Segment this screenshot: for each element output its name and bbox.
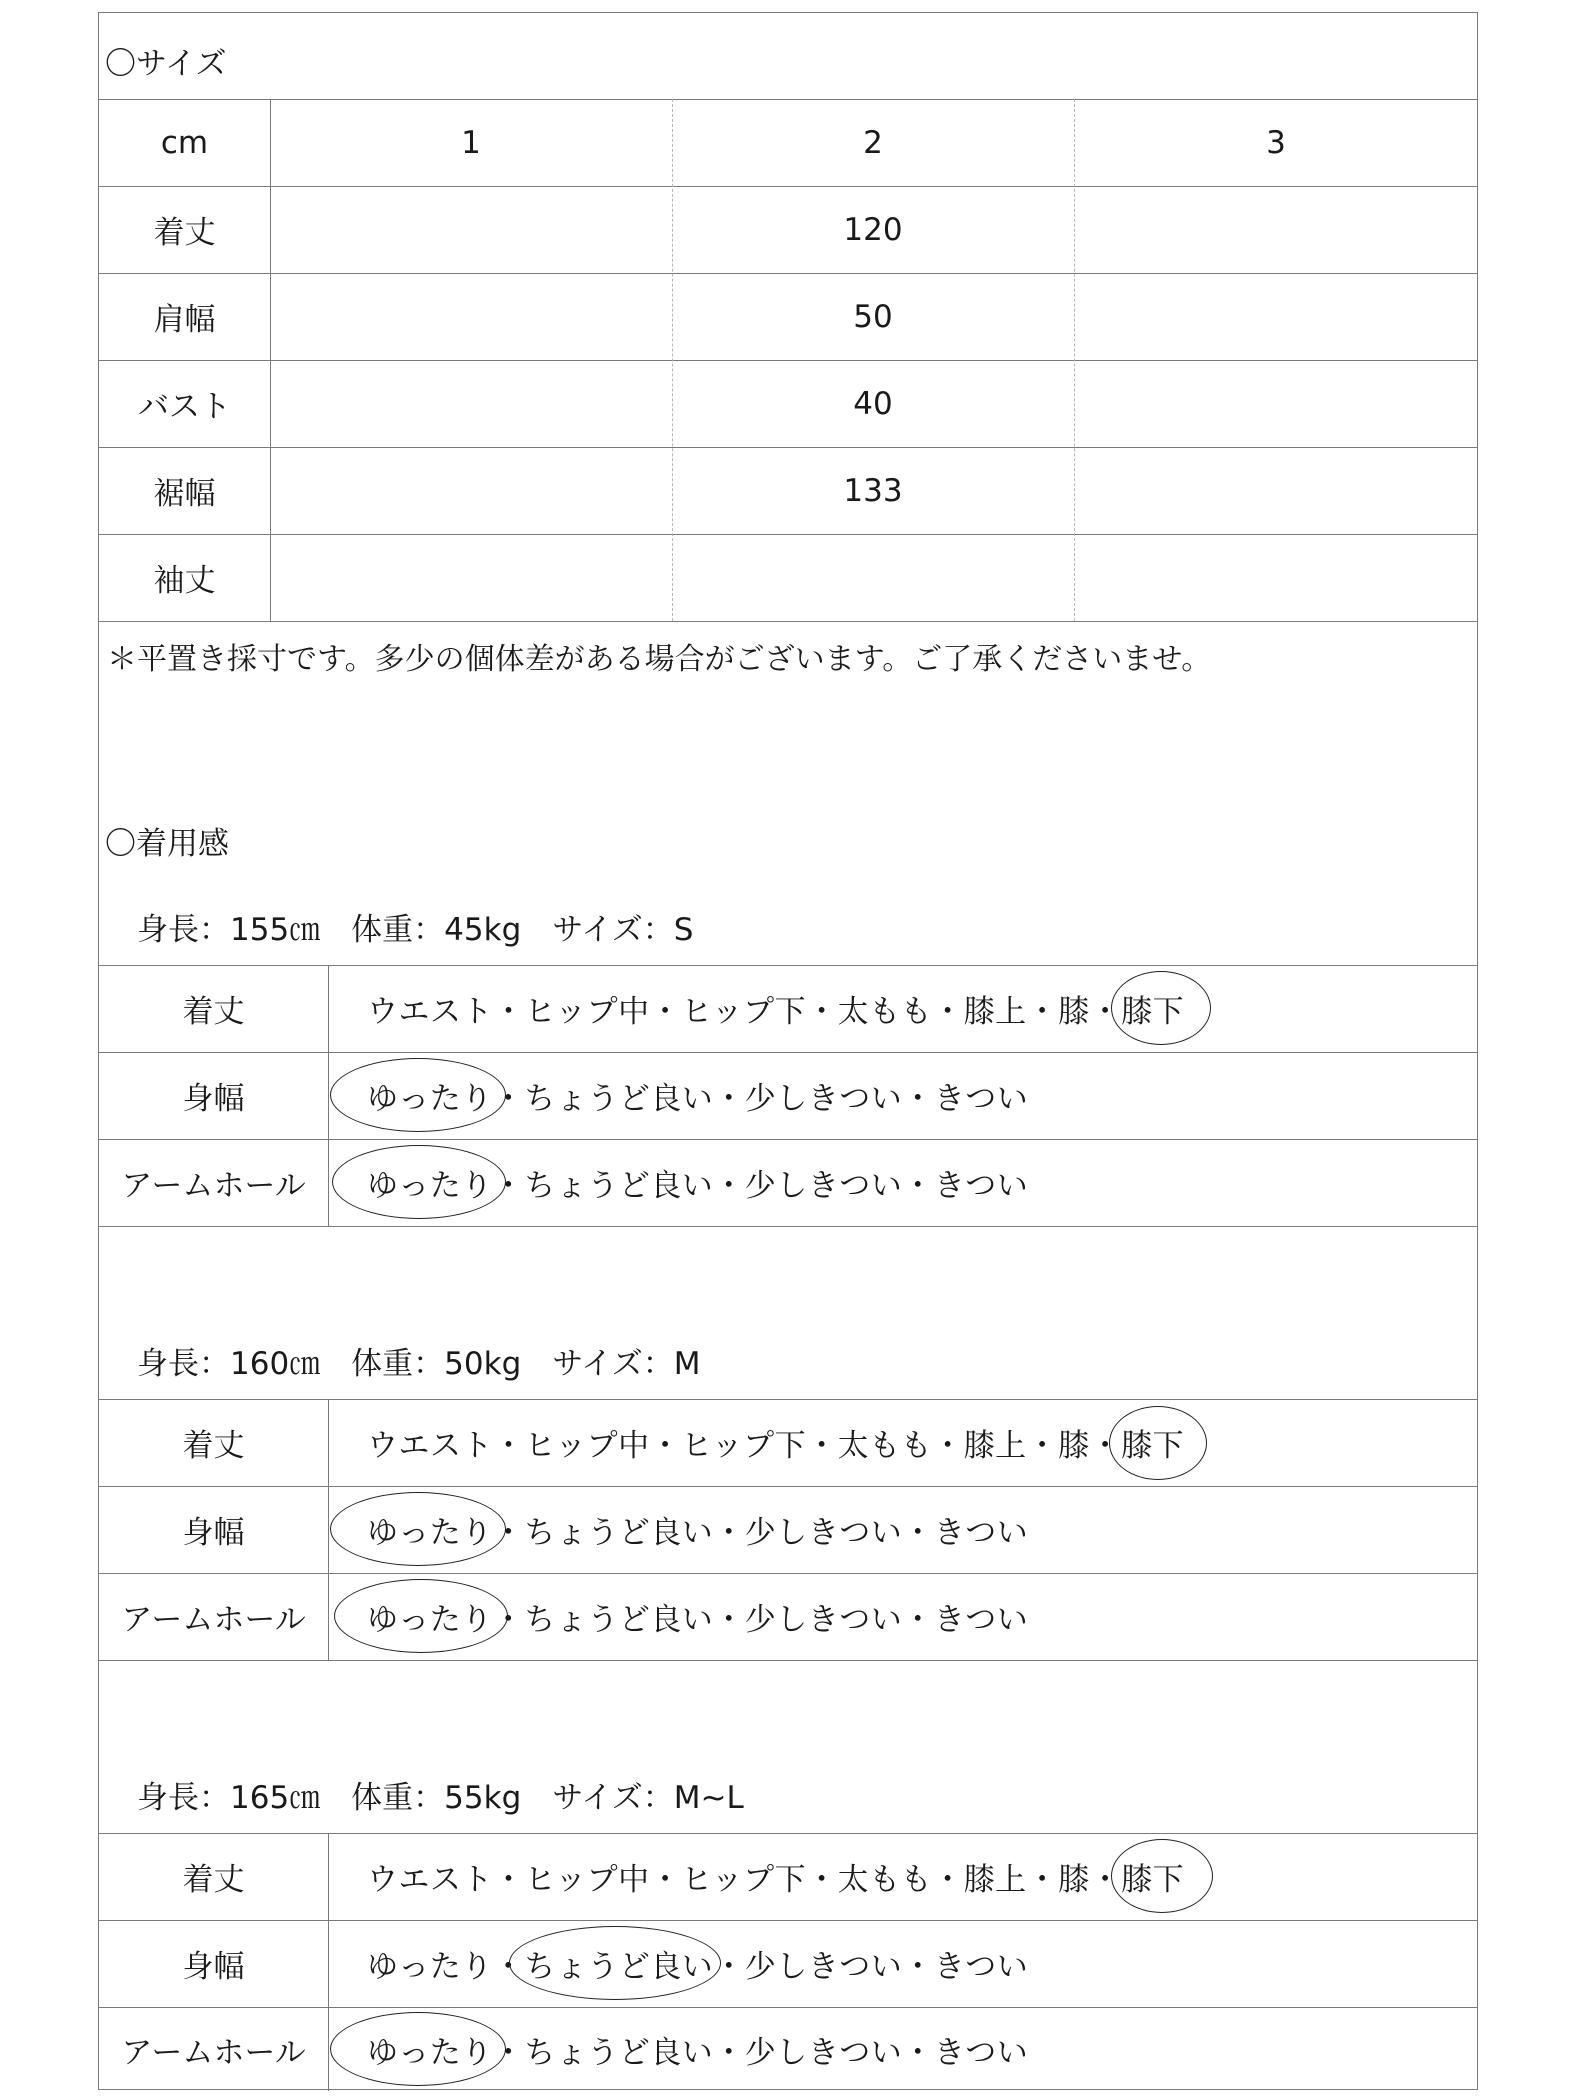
size-row-value bbox=[270, 447, 672, 534]
fit-row-label: アームホール bbox=[121, 1602, 306, 1638]
fit-options: ゆったり・ちょうど良い・少しきつい・きつい bbox=[367, 1949, 1029, 1985]
selected-option-marker bbox=[332, 1145, 506, 1219]
size-row-value bbox=[270, 273, 672, 360]
size-row-value: 50 bbox=[853, 298, 893, 335]
size-fit-sheet bbox=[98, 12, 1478, 2090]
selected-option-marker bbox=[330, 1492, 506, 1566]
size-row-value bbox=[1074, 186, 1478, 273]
fit-row-label: アームホール bbox=[121, 1168, 306, 1204]
size-row-label: 着丈 bbox=[153, 215, 216, 251]
size-row-value bbox=[1074, 534, 1478, 621]
fit-heading: 〇着用感 bbox=[105, 826, 229, 862]
fit-options: ウエスト・ヒップ中・ヒップ下・太もも・膝上・膝・膝下 bbox=[367, 1862, 1185, 1898]
size-row-value bbox=[270, 534, 672, 621]
fit-row-label: 身幅 bbox=[182, 1081, 245, 1117]
measurement-note: ＊平置き採寸です。多少の個体差がある場合がございます。ご了承くださいませ。 bbox=[107, 642, 1212, 677]
fit-row-label: アームホール bbox=[121, 2034, 306, 2071]
fit-row-label: 着丈 bbox=[182, 1428, 245, 1464]
selected-option-marker bbox=[1111, 1839, 1213, 1913]
size-row-value: 120 bbox=[843, 211, 903, 248]
size-row-value bbox=[270, 360, 672, 447]
fit-options: ゆったり・ちょうど良い・少しきつい・きつい bbox=[367, 1081, 1029, 1117]
size-row-label: 袖丈 bbox=[153, 563, 216, 599]
selected-option-marker bbox=[334, 1579, 508, 1653]
fit-row-label: 身幅 bbox=[182, 1515, 245, 1551]
model-profile: 身長：165㎝ 体重：55kg サイズ：M~L bbox=[137, 1780, 744, 1816]
selected-option-marker bbox=[330, 2012, 506, 2086]
size-col-header-2: 2 bbox=[863, 124, 883, 161]
selected-option-marker bbox=[330, 1058, 506, 1132]
selected-option-marker bbox=[1109, 1406, 1207, 1480]
size-row-value: 133 bbox=[843, 472, 903, 509]
fit-row-label: 着丈 bbox=[182, 1862, 245, 1898]
fit-options: ウエスト・ヒップ中・ヒップ下・太もも・膝上・膝・膝下 bbox=[367, 1428, 1185, 1464]
size-row-value bbox=[1074, 273, 1478, 360]
size-heading: 〇サイズ bbox=[105, 46, 227, 82]
size-row-value bbox=[672, 534, 1074, 621]
fit-options: ウエスト・ヒップ中・ヒップ下・太もも・膝上・膝・膝下 bbox=[367, 994, 1185, 1030]
size-row-label: 肩幅 bbox=[153, 302, 216, 338]
size-unit-header: cm bbox=[160, 124, 209, 161]
fit-row-label: 身幅 bbox=[182, 1949, 245, 1985]
fit-options: ゆったり・ちょうど良い・少しきつい・きつい bbox=[367, 1515, 1029, 1551]
fit-options: ゆったり・ちょうど良い・少しきつい・きつい bbox=[367, 2034, 1029, 2071]
selected-option-marker bbox=[1111, 971, 1211, 1045]
size-row-label: バスト bbox=[138, 389, 231, 425]
size-col-header-1: 1 bbox=[461, 124, 481, 161]
size-row-value bbox=[270, 186, 672, 273]
model-profile: 身長：155㎝ 体重：45kg サイズ：S bbox=[137, 912, 694, 948]
size-col-header-3: 3 bbox=[1266, 124, 1286, 161]
fit-options: ゆったり・ちょうど良い・少しきつい・きつい bbox=[367, 1168, 1029, 1204]
fit-row-label: 着丈 bbox=[182, 994, 245, 1030]
selected-option-marker bbox=[509, 1926, 721, 2000]
size-row-value bbox=[1074, 360, 1478, 447]
fit-options: ゆったり・ちょうど良い・少しきつい・きつい bbox=[367, 1602, 1029, 1638]
size-row-value: 40 bbox=[853, 385, 893, 422]
size-row-value bbox=[1074, 447, 1478, 534]
size-row-label: 裾幅 bbox=[153, 476, 216, 512]
model-profile: 身長：160㎝ 体重：50kg サイズ：M bbox=[137, 1346, 701, 1382]
